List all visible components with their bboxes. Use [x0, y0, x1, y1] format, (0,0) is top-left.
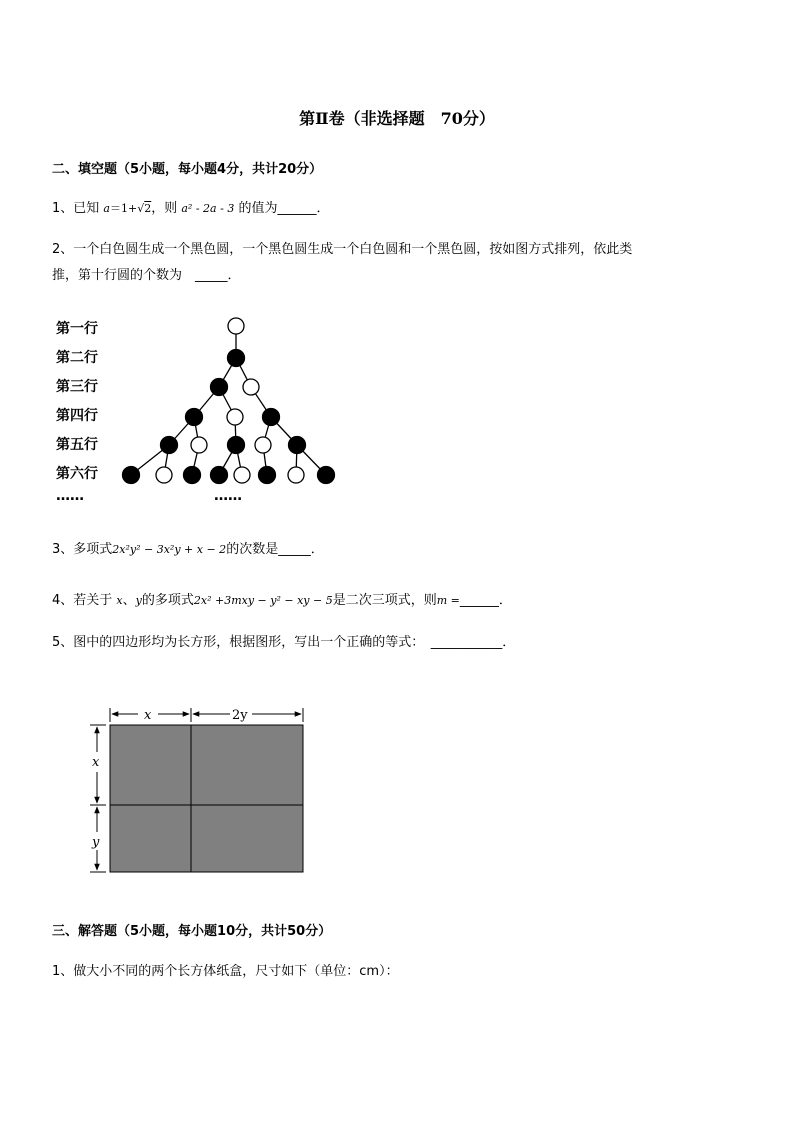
label-top-2y: 2y [232, 708, 248, 723]
row-label-2: 第二行 [56, 350, 98, 366]
row-label-ellipsis: …… [56, 488, 84, 504]
black-circle [211, 467, 228, 484]
q1-tail: 的值为______． [238, 201, 330, 216]
white-circle [191, 437, 207, 453]
black-circle [211, 379, 228, 396]
row-label-3: 第三行 [56, 379, 98, 395]
q1-var-a: a [103, 202, 110, 215]
question-2-line-2: 推，第十行圆的个数为 _____． [52, 268, 241, 283]
black-circle [161, 437, 178, 454]
white-circle [227, 409, 243, 425]
black-circle [186, 409, 203, 426]
q1-expression: a² - 2a - 3 [181, 202, 235, 215]
question-4 [52, 589, 512, 613]
black-circle [228, 350, 245, 367]
q4-tail: ______． [459, 593, 512, 608]
white-circle [288, 467, 304, 483]
circle-tree-figure [56, 316, 356, 516]
label-side-x: x [92, 755, 100, 770]
row-label-1: 第一行 [56, 321, 98, 337]
black-circle [228, 437, 245, 454]
section-fill-in-heading: 二、填空题（5小题，每小题4分，共计20分） [52, 162, 323, 177]
page-title: 第Ⅱ卷（非选择题 70分） [299, 109, 495, 128]
tree-ellipsis: …… [214, 488, 242, 504]
black-circle [259, 467, 276, 484]
q1-number: 1、已知 [52, 201, 100, 216]
q3-tail: 的次数是_____． [226, 542, 324, 557]
white-circle [255, 437, 271, 453]
white-circle [234, 467, 250, 483]
black-circle [289, 437, 306, 454]
white-circle [228, 318, 244, 334]
black-circle [123, 467, 140, 484]
q3-number: 3、多项式 [52, 542, 113, 557]
rectangle-figure [80, 700, 320, 880]
row-label-5: 第五行 [56, 437, 98, 453]
q4-var-y: y [135, 594, 142, 607]
outer-rectangle [110, 725, 303, 872]
q1-eq: ＝1+ [109, 202, 138, 215]
q1-mid: ，则 [151, 201, 178, 216]
q1-sqrt-value: 2 [144, 202, 152, 215]
q4-mid2: 是二次三项式，则 [332, 593, 437, 608]
q4-polynomial: 2x² +3mxy − y² − xy − 5 [193, 594, 333, 607]
q4-number: 4、若关于 [52, 593, 113, 608]
q3-polynomial: 2x²y² − 3x²y + x − 2 [112, 543, 227, 556]
row-label-6: 第六行 [56, 466, 98, 482]
white-circle [243, 379, 259, 395]
question-answer-1: 1、做大小不同的两个长方体纸盒，尺寸如下（单位：cm）： [52, 964, 399, 979]
question-2-line-1: 2、一个白色圆生成一个黑色圆，一个黑色圆生成一个白色圆和一个黑色圆，按如图方式排列，依此类 [52, 242, 633, 257]
label-side-y: y [92, 835, 100, 850]
q4-var-x: x [116, 594, 123, 607]
q4-var-m: m = [436, 594, 460, 607]
black-circle [318, 467, 335, 484]
circle-tree-svg [116, 316, 356, 491]
row-label-4: 第四行 [56, 408, 98, 424]
q4-mid: 的多项式 [141, 593, 194, 608]
section-answer-heading: 三、解答题（5小题，每小题10分，共计50分） [52, 924, 332, 939]
black-circle [263, 409, 280, 426]
black-circle [184, 467, 201, 484]
white-circle [156, 467, 172, 483]
question-1 [52, 197, 329, 221]
question-5: 5、图中的四边形均为长方形，根据图形，写出一个正确的等式： ___________． [52, 635, 516, 650]
label-top-x: x [144, 708, 152, 723]
q1-sqrt: √2 [137, 202, 152, 215]
q4-sep: 、 [122, 593, 136, 608]
question-3 [52, 538, 324, 562]
